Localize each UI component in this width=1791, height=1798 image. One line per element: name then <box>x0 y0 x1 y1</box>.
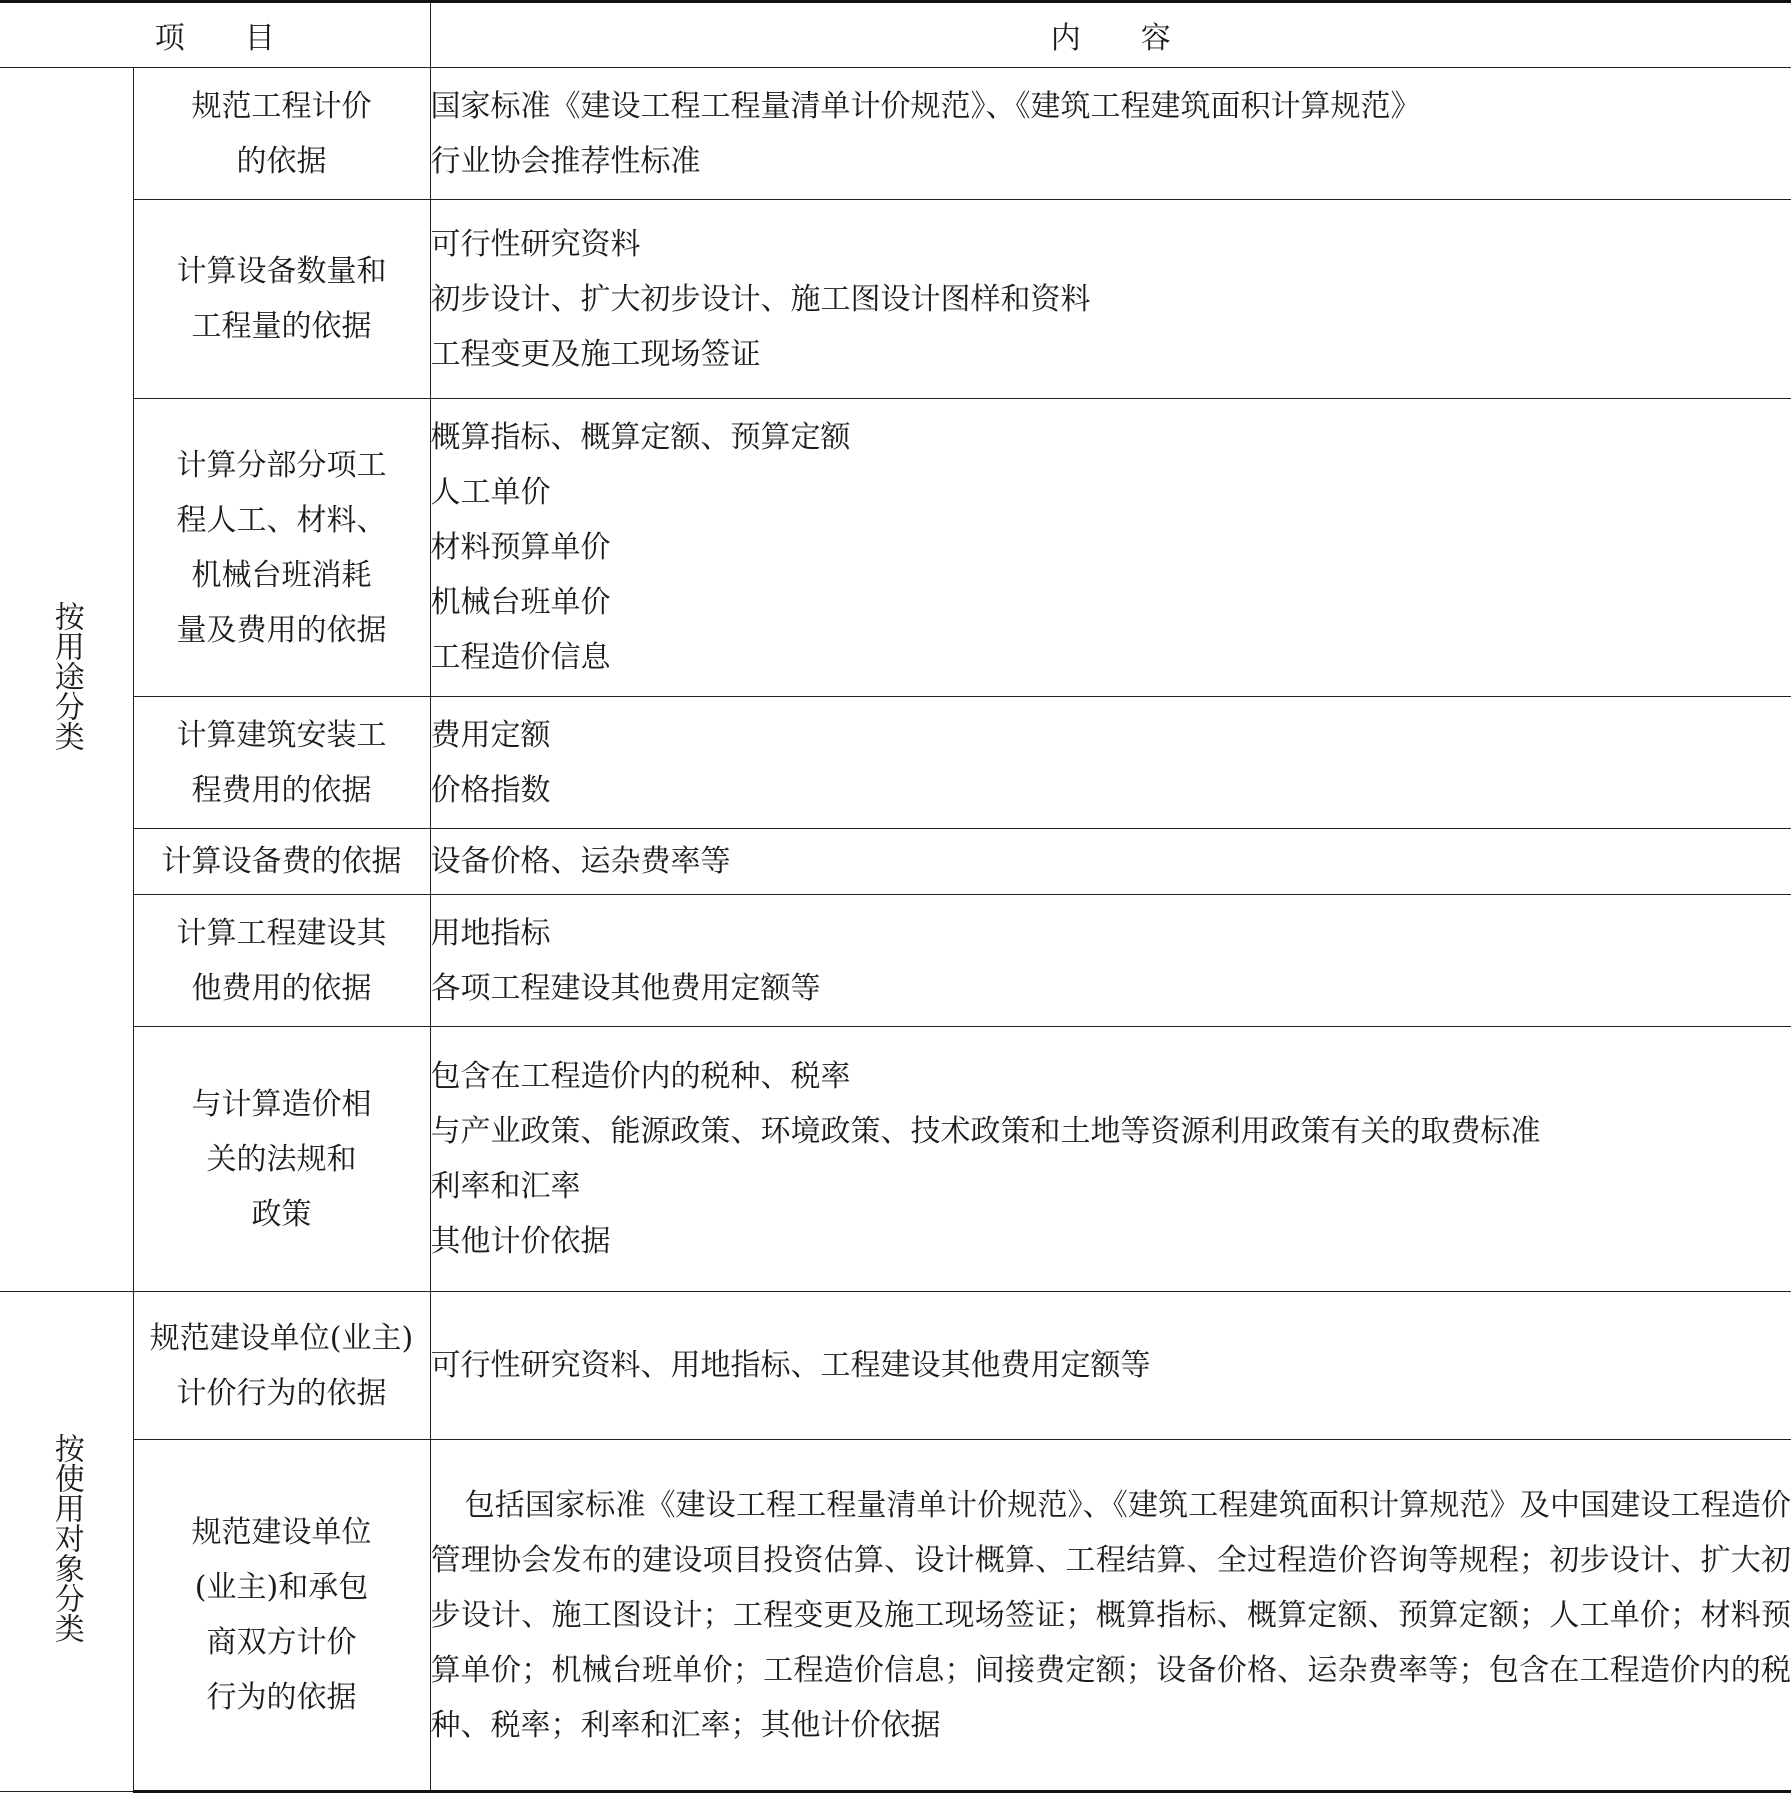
item-line: 行为的依据 <box>206 1680 357 1715</box>
table-row <box>0 895 1791 1027</box>
item-line: 计算设备数量和 <box>176 254 387 289</box>
item-line: 关的法规和 <box>206 1141 357 1177</box>
item-line: 程人工、材料、 <box>176 502 387 538</box>
content-line: 行业协会推荐性标准 <box>430 143 701 179</box>
content-line: 初步设计、扩大初步设计、施工图设计图样和资料 <box>430 281 1091 317</box>
content-line: 工程造价信息 <box>430 640 611 675</box>
content-line: 利率和汇率 <box>430 1169 581 1204</box>
item-line: 量及费用的依据 <box>176 612 387 648</box>
content-line: 可行性研究资料、用地指标、工程建设其他费用定额等 <box>430 1348 1151 1383</box>
content-line: 用地指标 <box>430 915 551 951</box>
item-line: 计算建筑安装工 <box>176 717 387 753</box>
item-line: 计算分部分项工 <box>176 447 387 483</box>
content-line: 材料预算单价 <box>430 530 611 565</box>
content-cell <box>430 895 1791 1027</box>
item-line: 工程量的依据 <box>191 309 372 344</box>
item-line: 政策 <box>251 1196 312 1232</box>
item-cell <box>133 829 430 895</box>
content-cell <box>430 829 1791 895</box>
header-content: 内 容 <box>430 2 1791 68</box>
item-line: 计算设备费的依据 <box>161 844 402 879</box>
item-line: 商双方计价 <box>206 1625 357 1660</box>
table-header-row <box>0 2 1791 68</box>
table-row <box>0 1292 1791 1440</box>
item-line: 规范建设单位(业主) <box>149 1320 414 1356</box>
item-cell <box>133 895 430 1027</box>
item-cell <box>133 1027 430 1292</box>
item-line: 规范工程计价 <box>191 88 372 124</box>
content-cell <box>430 1292 1791 1440</box>
content-line: 人工单价 <box>430 475 551 510</box>
table-row <box>0 200 1791 399</box>
table-row <box>0 829 1791 895</box>
content-line: 设备价格、运杂费率等 <box>430 844 731 879</box>
item-cell <box>133 399 430 697</box>
item-line: (业主)和承包 <box>194 1570 369 1605</box>
content-cell <box>430 68 1791 200</box>
content-line: 与产业政策、能源政策、环境政策、技术政策和土地等资源利用政策有关的取费标准 <box>430 1114 1541 1149</box>
content-line: 各项工程建设其他费用定额等 <box>430 970 821 1006</box>
content-line: 费用定额 <box>430 717 551 753</box>
item-cell <box>133 68 430 200</box>
header-item: 项 目 <box>0 2 430 68</box>
item-line: 计算工程建设其 <box>176 915 387 951</box>
content-cell <box>430 697 1791 829</box>
content-line: 机械台班单价 <box>430 585 611 620</box>
content-line: 可行性研究资料 <box>430 226 641 262</box>
table-row <box>0 399 1791 697</box>
content-paragraph-cell <box>430 1440 1791 1792</box>
table-row <box>0 697 1791 829</box>
item-line: 计价行为的依据 <box>176 1375 387 1411</box>
group-label: 按用途分类 <box>48 600 84 751</box>
content-paragraph: 包括国家标准《建设工程工程量清单计价规范》、《建筑工程建筑面积计算规范》及中国建设工程造价管理协会发布的建设项目投资估算、设计概算、工程结算、全过程造价咨询等规程；初步设计、扩大初步设计、施工图设计；工程变更及施工现场签证；概算指标、概算定额、预算定额；人工单价；材料预算单价；机械台班单价；工程造价信息；间接费定额；设备价格、运杂费率等；包含在工程造价内的税种、税率；利率和汇率；其他计价依据 <box>430 1487 1791 1743</box>
item-line: 与计算造价相 <box>191 1086 372 1122</box>
group-label-cell <box>0 1292 133 1792</box>
content-line: 国家标准《建设工程工程量清单计价规范》、《建筑工程建筑面积计算规范》 <box>430 88 1421 124</box>
content-line: 工程变更及施工现场签证 <box>430 336 761 372</box>
item-line: 规范建设单位 <box>191 1515 372 1550</box>
content-line: 包含在工程造价内的税种、税率 <box>430 1059 851 1094</box>
item-cell <box>133 1292 430 1440</box>
group-label-cell <box>0 68 133 1292</box>
table-row <box>0 1027 1791 1292</box>
item-cell <box>133 200 430 399</box>
content-line: 其他计价依据 <box>430 1224 611 1259</box>
group-label: 按使用对象分类 <box>48 1432 84 1643</box>
item-line: 机械台班消耗 <box>191 557 372 593</box>
content-line: 价格指数 <box>430 772 551 808</box>
item-line: 程费用的依据 <box>191 772 372 808</box>
item-cell <box>133 1440 430 1792</box>
item-line: 的依据 <box>236 143 327 179</box>
item-line: 他费用的依据 <box>191 970 372 1006</box>
content-cell <box>430 399 1791 697</box>
table-row <box>0 1440 1791 1792</box>
content-line: 概算指标、概算定额、预算定额 <box>430 420 851 455</box>
table-row <box>0 68 1791 200</box>
content-cell <box>430 1027 1791 1292</box>
content-cell <box>430 200 1791 399</box>
item-cell <box>133 697 430 829</box>
